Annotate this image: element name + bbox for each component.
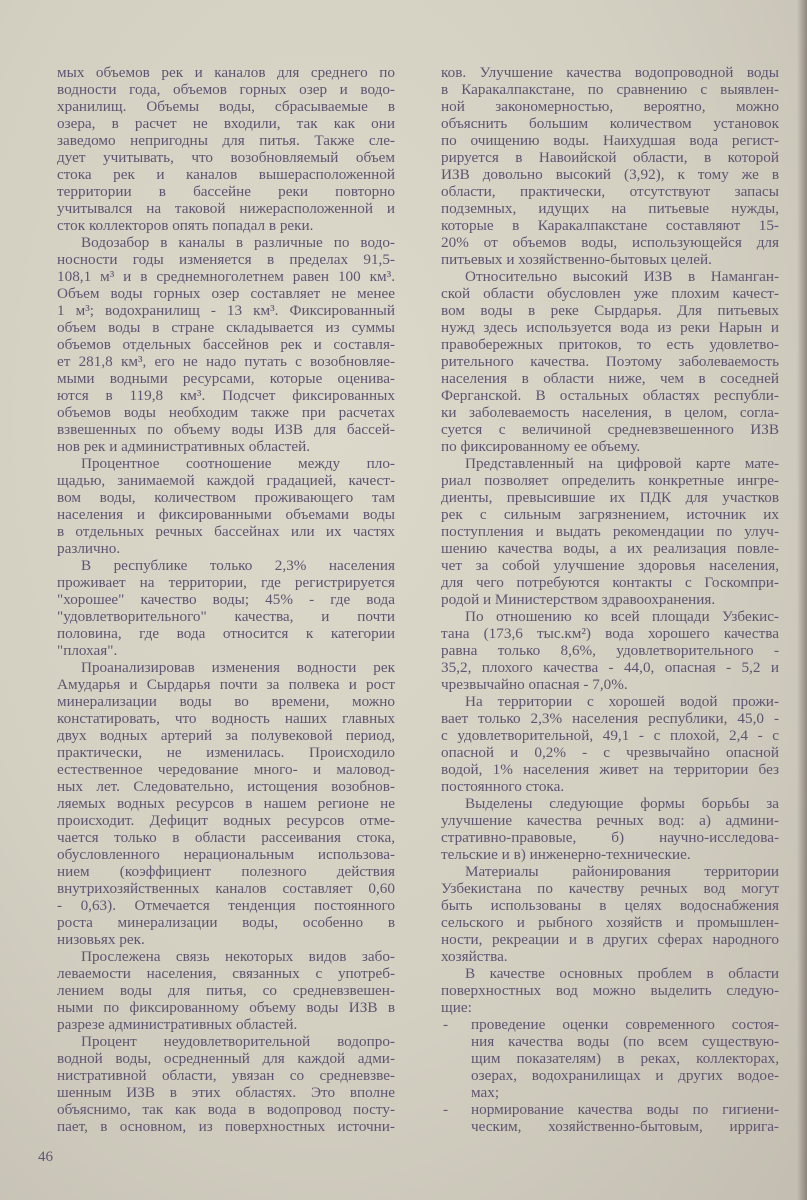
text-line: озера, в расчет не входили, так как они xyxy=(57,115,395,132)
text-line: вает только 2,3% населения республики, 45,0 - xyxy=(441,710,779,727)
text-line: ИЗВ довольно высокий (3,92), к тому же в xyxy=(441,166,779,183)
text-line: обусловленного нерациональным использова- xyxy=(57,846,395,863)
text-line: объемов воды необходим также при расчетах xyxy=(57,404,395,421)
paragraph xyxy=(441,693,779,795)
text-line: чет за собой улучшение здоровья населения, xyxy=(441,557,779,574)
text-line: равна только 8,6%, удовлетворительного - xyxy=(441,642,779,659)
text-line: объяснимо, так как вода в водопровод посту- xyxy=(57,1101,395,1118)
text-line: суется с величиной средневзвешенного ИЗВ xyxy=(441,421,779,438)
text-line: по фиксированному ее объему. xyxy=(441,438,641,455)
text-line: правобережных притоков, то есть удовлетво- xyxy=(441,336,779,353)
text-line: водности года, объемов горных озер и водо- xyxy=(57,81,395,98)
text-line: Проанализировав изменения водности рек xyxy=(81,659,395,676)
text-column-right xyxy=(441,64,779,1135)
text-line: сельского и рыбного хозяйств и промышлен- xyxy=(441,914,779,931)
text-line: Водозабор в каналы в различные по водо- xyxy=(81,234,395,251)
text-line: ной закономерностью, вероятно, можно xyxy=(441,98,779,115)
text-line: Амударья и Сырдарья почти за полвека и рост xyxy=(57,676,395,693)
text-line: роста минерализации воды, особенно в xyxy=(57,914,395,931)
text-line: мых объемов рек и каналов для среднего по xyxy=(57,64,395,81)
text-line: щим показателям) в реках, коллекторах, xyxy=(471,1050,779,1067)
text-line: Материалы районирования территории xyxy=(465,863,779,880)
text-line: родой и Министерством здравоохранения. xyxy=(441,591,716,608)
text-line: вом воды, количеством проживающего там xyxy=(57,489,395,506)
text-line: с удовлетворительной, 49,1 - с плохой, 2,4 - с xyxy=(441,727,779,744)
text-column-left xyxy=(57,64,395,1135)
page-number: 46 xyxy=(38,1149,53,1165)
text-line: Относительно высокий ИЗВ в Наманган- xyxy=(465,268,779,285)
text-line: По отношению ко всей площади Узбекис- xyxy=(465,608,779,625)
text-line: области, практически, отсутствуют запасы xyxy=(441,183,779,200)
text-line: ческим, хозяйственно-бытовым, ирригa- xyxy=(471,1118,779,1135)
text-line: "хорошее" качество воды; 45% - где вода xyxy=(57,591,395,608)
text-line: - 0,63). Отмечается тенденция постоянного xyxy=(57,897,395,914)
text-line: носности годы изменяется в пределах 91,5- xyxy=(57,251,395,268)
text-line: сток коллекторов опять попадал в реки. xyxy=(57,217,314,234)
text-line: тельские и в) инженерно-технические. xyxy=(441,846,691,863)
page-edge-shadow xyxy=(797,0,807,1200)
text-line: хозяйства. xyxy=(441,948,508,965)
paragraph xyxy=(441,64,779,268)
text-line: нормирование качества воды по гигиени- xyxy=(471,1101,779,1118)
text-line: заведомо непригодны для питья. Также сле- xyxy=(57,132,395,149)
text-line: территории в бассейне реки повторно xyxy=(57,183,395,200)
text-line: вом воды в реке Сырдарья. Для питьевых xyxy=(441,302,779,319)
text-line: 1 м³; водохранилищ - 13 км³. Фиксированный xyxy=(57,302,395,319)
text-line: объяснить большим количеством установок xyxy=(441,115,779,132)
text-line: щадью, занимаемой каждой градацией, качест- xyxy=(57,472,395,489)
text-line: мыми водными ресурсами, которые оценива- xyxy=(57,370,395,387)
text-line: проживает на территории, где регистрируется xyxy=(57,574,395,591)
text-line: подземных, идущих на питьевые нужды, xyxy=(441,200,779,217)
text-line: тана (173,6 тыс.км²) вода хорошего качества xyxy=(441,625,779,642)
text-line: В республике только 2,3% населения xyxy=(81,557,395,574)
paragraph xyxy=(441,268,779,455)
text-line: по очищению воды. Наихудшая вода регист- xyxy=(441,132,779,149)
text-line: нужд здесь используется вода из реки Нарын и xyxy=(441,319,779,336)
text-line: объем воды в стране складывается из суммы xyxy=(57,319,395,336)
paragraph xyxy=(441,608,779,693)
text-line: ки заболеваемость населения, в целом, согла- xyxy=(441,404,779,421)
text-line: поверхностных вод можно выделить следую- xyxy=(441,982,779,999)
text-line: минерализации воды во времени, можно xyxy=(57,693,395,710)
text-line: взвешенных по объему воды ИЗВ для бассей- xyxy=(57,421,395,438)
text-line: поступления и выдать рекомендации по улуч- xyxy=(441,523,779,540)
text-line: рительного качества. Поэтому заболеваемость xyxy=(441,353,779,370)
text-line: Представленный на цифровой карте мате- xyxy=(465,455,779,472)
text-line: леваемости населения, связанных с употреб- xyxy=(57,965,395,982)
text-line: риал позволяет определить конкретные ингре- xyxy=(441,472,779,489)
text-line: чрезвычайно опасная - 7,0%. xyxy=(441,676,628,693)
text-line: ных лет. Следовательно, истощения возобнов- xyxy=(57,778,395,795)
text-line: ности, рекреации и в других сферах народного xyxy=(441,931,779,948)
text-line: учитывался на таковой нижерасположенной и xyxy=(57,200,395,217)
text-line: пает, в основном, из поверхностных источни- xyxy=(57,1118,395,1135)
text-line: половина, где вода относится к категории xyxy=(57,625,395,642)
text-line: Объем воды горных озер составляет не менее xyxy=(57,285,395,302)
text-line: питьевых и хозяйственно-бытовых целей. xyxy=(441,251,712,268)
text-line: 35,2, плохого качества - 44,0, опасная - 5,2 и xyxy=(441,659,779,676)
text-line: водой, 1% населения живет на территории без xyxy=(441,761,779,778)
text-line: нием (коэффициент полезного действия xyxy=(57,863,395,880)
text-line: щие: xyxy=(441,999,472,1016)
text-line: стративно-правовые, б) научно-исследова- xyxy=(441,829,779,846)
paragraph xyxy=(441,965,779,1016)
text-line: быть использованы в целях водоснабжения xyxy=(441,897,779,914)
text-line: констатировать, что водность наших главных xyxy=(57,710,395,727)
text-line: разрезе административных областей. xyxy=(57,1016,298,1033)
text-line: В качестве основных проблем в области xyxy=(465,965,779,982)
text-line: в Каракалпакстане, по сравнению с выявлен- xyxy=(441,81,779,98)
paragraph xyxy=(57,557,395,659)
bullet-item xyxy=(441,1101,779,1135)
bullet-dash: - xyxy=(443,1101,449,1118)
text-line: происходит. Дефицит водных ресурсов отме- xyxy=(57,812,395,829)
text-line: которые в Каракалпакстане составляют 15- xyxy=(441,217,779,234)
text-line: объемов отдельных бассейнов рек и составля- xyxy=(57,336,395,353)
text-line: нов рек и административных областей. xyxy=(57,438,311,455)
text-line: для чего потребуются контакты с Госкомпри- xyxy=(441,574,779,591)
text-line: мах; xyxy=(471,1084,500,1101)
text-line: дует учитывать, что возобновляемый объем xyxy=(57,149,395,166)
paragraph xyxy=(57,1033,395,1135)
text-line: лением воды для питья, со средневзвешен- xyxy=(57,982,395,999)
text-line: ской области обусловлен уже плохим качест- xyxy=(441,285,779,302)
text-line: Процент неудовлетворительной водопро- xyxy=(81,1033,395,1050)
text-line: 108,1 м³ и в среднемноголетнем равен 100 км³. xyxy=(57,268,395,285)
text-line: ются в 119,8 км³. Подсчет фиксированных xyxy=(57,387,395,404)
bullet-dash: - xyxy=(443,1016,449,1033)
paragraph xyxy=(57,455,395,557)
text-line: стока рек и каналов вышерасположенной xyxy=(57,166,395,183)
paragraph xyxy=(57,659,395,948)
paragraph xyxy=(57,64,395,234)
text-line: хранилищ. Объемы воды, сбрасываемые в xyxy=(57,98,395,115)
text-line: населения в области ниже, чем в соседней xyxy=(441,370,779,387)
text-line: шению качества воды, а их реализация повле- xyxy=(441,540,779,557)
text-line: нистративной области, увязан со средневзве- xyxy=(57,1067,395,1084)
text-line: ков. Улучшение качества водопроводной воды xyxy=(441,64,779,81)
text-line: Прослежена связь некоторых видов забо- xyxy=(81,948,395,965)
text-line: естественное чередование много- и маловод- xyxy=(57,761,395,778)
paragraph xyxy=(441,795,779,863)
text-line: 20% от объемов воды, использующейся для xyxy=(441,234,779,251)
text-line: ляемых водных ресурсов в нашем регионе не xyxy=(57,795,395,812)
text-line: проведение оценки современного состоя- xyxy=(471,1016,779,1033)
paragraph xyxy=(441,863,779,965)
text-line: различно. xyxy=(57,540,121,557)
text-line: "плохая". xyxy=(57,642,118,659)
paragraph xyxy=(441,455,779,608)
paragraph xyxy=(57,234,395,455)
text-line: низовьях рек. xyxy=(57,931,145,948)
text-line: диенты, превысившие их ПДК для участков xyxy=(441,489,779,506)
text-line: практически, не изменилась. Происходило xyxy=(57,744,395,761)
text-line: Выделены следующие формы борьбы за xyxy=(465,795,779,812)
text-line: опасной и 0,2% - с чрезвычайно опасной xyxy=(441,744,779,761)
text-line: внутрихозяйственных каналов составляет 0,60 xyxy=(57,880,395,897)
text-line: "удовлетворительного" качества, и почти xyxy=(57,608,395,625)
bullet-item xyxy=(441,1016,779,1101)
text-line: Узбекистана по качеству речных вод могут xyxy=(441,880,779,897)
text-line: Процентное соотношение между пло- xyxy=(81,455,395,472)
text-line: чается только в области рассеивания стока, xyxy=(57,829,395,846)
text-line: населения и фиксированными объемами воды xyxy=(57,506,395,523)
text-line: постоянного стока. xyxy=(441,778,565,795)
text-line: рируется в Навоийской области, в которой xyxy=(441,149,779,166)
text-line: шенным ИЗВ в этих областях. Это вполне xyxy=(57,1084,395,1101)
text-line: улучшение качества речных вод: а) админи- xyxy=(441,812,779,829)
text-line: ет 281,8 км³, его не надо путать с возобновляе- xyxy=(57,353,395,370)
paragraph xyxy=(57,948,395,1033)
text-line: водной воды, осредненный для каждой адми- xyxy=(57,1050,395,1067)
text-line: в отдельных речных бассейнах или их частях xyxy=(57,523,395,540)
text-line: рек с сильным загрязнением, источник их xyxy=(441,506,779,523)
text-line: ными по фиксированному объему воды ИЗВ в xyxy=(57,999,395,1016)
text-line: Ферганской. В остальных областях республи- xyxy=(441,387,779,404)
text-line: На территории с хорошей водой прожи- xyxy=(465,693,779,710)
text-line: двух водных артерий за полувековой период, xyxy=(57,727,395,744)
text-line: ния качества воды (по всем существую- xyxy=(471,1033,779,1050)
text-line: озерах, водохранилищах и других водое- xyxy=(471,1067,779,1084)
